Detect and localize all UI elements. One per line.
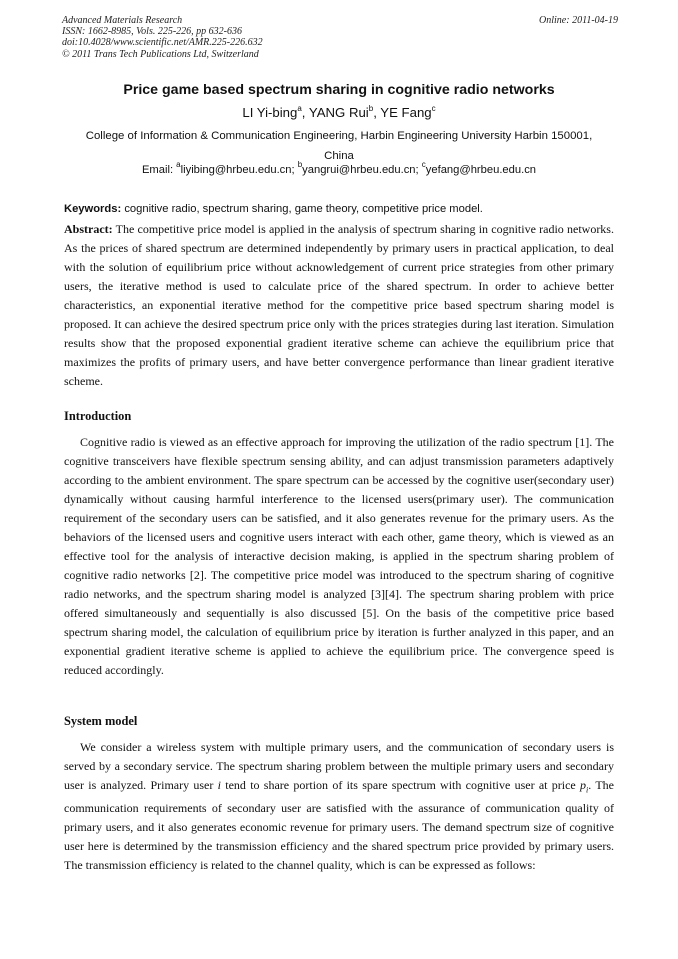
- journal-name: Advanced Materials Research: [62, 15, 183, 26]
- body-text: . The communication requirements of secondary user are satisfied with the assurance of communication quality of primary users, and it also generates economic revenue for primary users. The demand spectrum size of cognitive user here is determined by the transmission efficiency and the shared spectrum price provided by primary users. The transmission efficiency is related to the channel quality, which is can be expressed as follows:: [64, 778, 614, 873]
- introduction-heading: Introduction: [64, 409, 132, 423]
- doi-line: doi:10.4028/www.scientific.net/AMR.225-226.632: [62, 37, 263, 49]
- system-model-paragraph: [64, 738, 614, 875]
- system-model-heading: System model: [64, 714, 138, 728]
- body-text: We consider a wireless system with multiple primary users, and the communication of secondary users is served by a secondary service. The spectrum sharing problem between the multiple primary users and secondary user is analyzed. Primary user: [64, 740, 614, 792]
- email-address: yefang@hrbeu.edu.cn: [425, 164, 537, 176]
- author-affiliation-mark: b: [368, 104, 374, 113]
- email-label: Email:: [141, 164, 177, 176]
- email-line: [0, 160, 678, 176]
- paper-title: Price game based spectrum sharing in cognitive radio networks: [123, 82, 555, 98]
- online-date: Online: 2011-04-19: [539, 15, 618, 26]
- email-mark: a: [176, 160, 181, 169]
- author-name: YANG Rui: [308, 105, 369, 120]
- keywords-label: Keywords:: [64, 203, 122, 215]
- abstract: [64, 220, 614, 391]
- keywords-text: cognitive radio, spectrum sharing, game theory, competitive price model.: [124, 203, 483, 215]
- keywords: [64, 203, 618, 215]
- email-mark: b: [297, 160, 303, 169]
- author-affiliation-mark: c: [431, 104, 436, 113]
- journal-header: [62, 15, 618, 60]
- email-address: liyibing@hrbeu.edu.cn;: [180, 164, 295, 176]
- author-name: YE Fang: [380, 105, 432, 120]
- affiliation: College of Information & Communication Engineering, Harbin Engineering University Harbin 150001, China: [85, 130, 593, 162]
- math-variable: i: [217, 778, 221, 792]
- email-address: yangrui@hrbeu.edu.cn;: [302, 164, 419, 176]
- copyright-line: © 2011 Trans Tech Publications Ltd, Switzerland: [62, 48, 259, 60]
- math-subscript: i: [586, 785, 589, 795]
- abstract-text: The competitive price model is applied in the analysis of spectrum sharing in cognitive radio networks. As the prices of shared spectrum are determined independently by primary users in practical application, to deal with the solution of equilibrium price without acknowledgement of current price strategies from other primary users, the iterative method is used to calculate price of the shared spectrum. In order to achieve better characteristics, an exponential iterative method for the competitive price based spectrum sharing model is proposed. It can achieve the desired spectrum price only with the prices strategies during last iteration. Simulation results show that the proposed exponential gradient iterative scheme can achieve the equilibrium price that maximizes the profits of primary users, and have better convergence performance than linear gradient iterative scheme.: [64, 222, 614, 388]
- email-mark: c: [421, 160, 426, 169]
- abstract-label: Abstract:: [64, 222, 113, 236]
- introduction-paragraph: Cognitive radio is viewed as an effective approach for improving the utilization of the radio spectrum [1]. The cognitive transceivers have flexible spectrum sensing ability, and can adjust transmission parameters adaptively according to the ambient environment. The spare spectrum can be accessed by the cognitive user(secondary user) dynamically without causing harmful interference to the licensed users(primary user). The communication requirement of the secondary users can be satisfied, and it also generates revenue for the primary users. As the behaviors of the licensed users and cognitive users interact with each other, game theory, which is viewed as an effective tool for the analysis of interactive decision making, is applied in the spectrum sharing problem of cognitive radio networks [2]. The competitive price model was introduced to the spectrum sharing of cognitive radio networks, and the spectrum sharing model is analyzed [3][4]. The spectrum sharing problem with price offered simultaneously and sequentially is also discussed [5]. On the basis of the competitive price based spectrum sharing model, the calculation of equilibrium price by iteration is further analyzed in this paper, and an exponential gradient iterative scheme is applied to achieve the equilibrium price. The convergence speed is reduced accordingly.: [64, 435, 614, 677]
- author-affiliation-mark: a: [297, 104, 302, 113]
- author-name: LI Yi-bing: [242, 105, 298, 120]
- author-line: LI Yi-bing$^a$, YANG Rui$^b$, YE Fang$^c$: [242, 104, 436, 120]
- issn-line: ISSN: 1662-8985, Vols. 225-226, pp 632-636: [62, 26, 242, 38]
- math-variable: p: [580, 778, 587, 792]
- body-text: tend to share portion of its spare spectrum with cognitive user at price: [221, 778, 581, 792]
